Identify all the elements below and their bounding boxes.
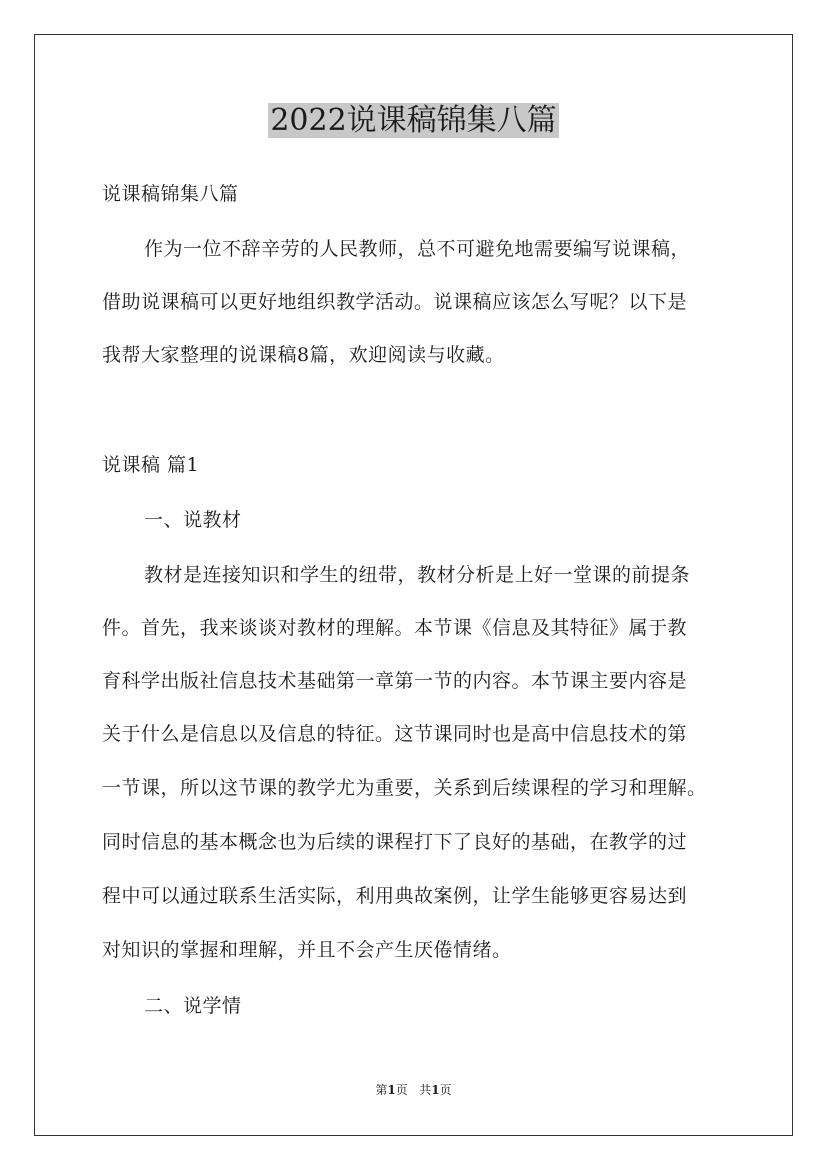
document-title-text: 2022说课稿锦集八篇 xyxy=(270,103,557,138)
part1-line-4: 关于什么是信息以及信息的特征。这节课同时也是高中信息技术的第 xyxy=(102,723,688,745)
part1-line-2: 件。首先，我来谈谈对教材的理解。本节课《信息及其特征》属于教 xyxy=(102,617,688,639)
part1-line-5: 一节课，所以这节课的教学尤为重要，关系到后续课程的学习和理解。 xyxy=(102,777,707,799)
part1-line-7: 程中可以通过联系生活实际，利用典故案例，让学生能够更容易达到 xyxy=(102,885,688,907)
intro-line-2: 借助说课稿可以更好地组织教学活动。说课稿应该怎么写呢？以下是 xyxy=(102,291,688,313)
intro-line-1: 作为一位不辞辛劳的人民教师，总不可避免地需要编写说课稿， xyxy=(144,238,691,260)
part1-line-6: 同时信息的基本概念也为后续的课程打下了良好的基础，在教学的过 xyxy=(102,831,688,853)
footer-prefix: 第 xyxy=(375,1083,388,1097)
footer-page-total: 1 xyxy=(431,1083,440,1097)
part1-line-1: 教材是连接知识和学生的纽带，教材分析是上好一堂课的前提条 xyxy=(144,564,691,586)
part1-line-3: 育科学出版社信息技术基础第一章第一节的内容。本节课主要内容是 xyxy=(102,670,688,692)
part2-heading: 二、说学情 xyxy=(144,995,242,1017)
footer-mid: 页 共 xyxy=(395,1083,432,1097)
document-title xyxy=(0,100,827,142)
intro-line-3: 我帮大家整理的说课稿8篇，欢迎阅读与收藏。 xyxy=(102,344,505,366)
part1-line-8: 对知识的掌握和理解，并且不会产生厌倦情绪。 xyxy=(102,939,512,961)
document-subtitle: 说课稿锦集八篇 xyxy=(102,183,239,205)
part1-heading: 一、说教材 xyxy=(144,509,242,531)
footer-suffix: 页 xyxy=(439,1083,452,1097)
footer-page-number: 1 xyxy=(387,1083,396,1097)
page-footer xyxy=(0,1082,827,1098)
section-heading: 说课稿 篇1 xyxy=(102,454,200,476)
